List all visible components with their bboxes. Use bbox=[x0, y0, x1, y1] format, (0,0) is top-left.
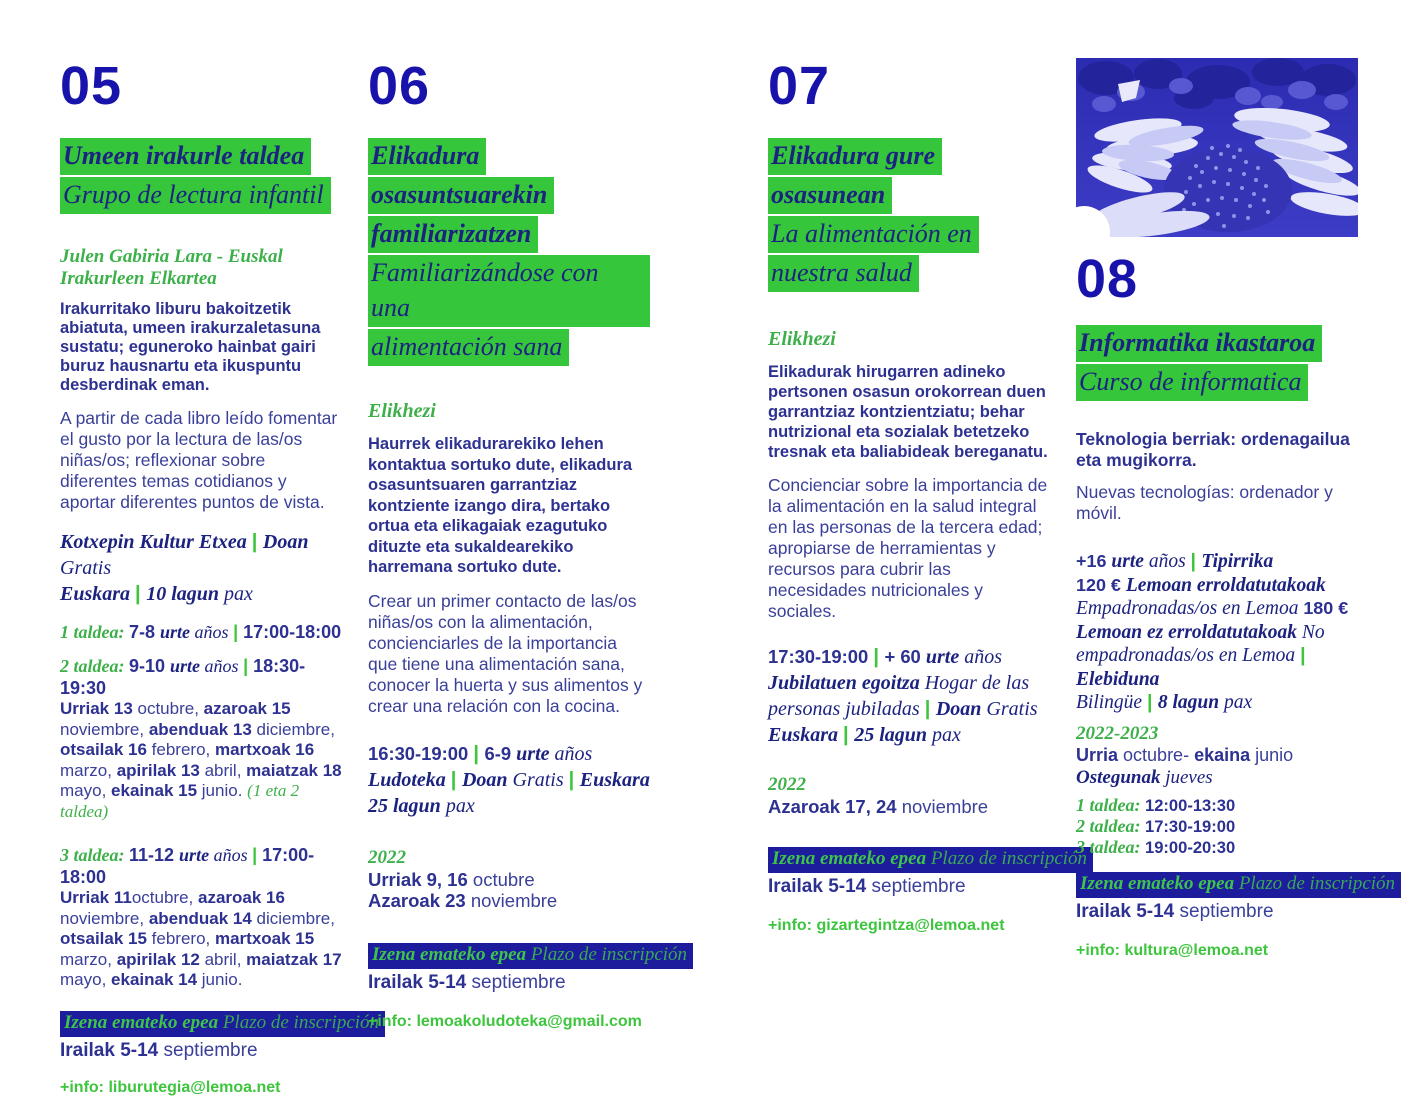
course-months: Urria octubre- ekaina junio bbox=[1076, 744, 1294, 765]
price-registered-es-line: Empadronadas/os en Lemoa 180 € bbox=[1076, 598, 1349, 619]
title-spanish: alimentación sana bbox=[368, 329, 569, 366]
title-basque: osasunean bbox=[768, 177, 892, 214]
time-age-line: 17:30-19:00 | + 60 urte años bbox=[768, 646, 1003, 668]
year-label: 2022 bbox=[768, 774, 806, 795]
presenter-name: Julen Gabiria Lara - Euskal Irakurleen Elkartea bbox=[60, 246, 283, 289]
title-basque: Umeen irakurle taldea bbox=[60, 138, 311, 175]
language-capacity-line: Euskara | 10 lagun pax bbox=[60, 583, 253, 605]
section-05 bbox=[60, 0, 380, 1097]
venue-price-line: Ludoteka | Doan Gratis | Euskara bbox=[368, 768, 650, 791]
title-spanish: Familiarizándose con una bbox=[368, 255, 650, 327]
contact-email[interactable]: +info: liburutegia@lemoa.net bbox=[60, 1078, 281, 1096]
language-capacity-line: Bilingüe | 8 lagun pax bbox=[1076, 691, 1253, 713]
age-organizer-line: +16 urte años | Tipirrika bbox=[1076, 550, 1274, 572]
description-spanish: A partir de cada libro leído fomentar el gusto por la lectura de las/os niñas/os; reflexionar sobre diferentes temas cotidianos y aportar diferentes puntos de vista. bbox=[60, 408, 338, 512]
description-basque: Elikadurak hirugarren adineko pertsonen osasun orokorrean duen garrantziaz kontzientziatu; behar nutrizional eta sozialak betetzeko tresnak eta baliabideak bereganatu. bbox=[768, 363, 1048, 461]
title-basque: Elikadura gure bbox=[768, 138, 942, 175]
description-spanish: Crear un primer contacto de las/os niñas/os con la alimentación, concienciarles de la importancia que tiene una alimentación sana, conocer la huerta y sus alimentos y crear una relación con la cocina. bbox=[368, 590, 643, 716]
registration-dates: Irailak 5-14 septiembre bbox=[1076, 900, 1274, 922]
group-1-schedule: 1 taldea: 7-8 urte años | 17:00-18:00 bbox=[60, 622, 342, 642]
registration-deadline-banner: Izena emateko epea Plazo de inscripción bbox=[768, 847, 1093, 873]
title-spanish: Curso de informatica bbox=[1076, 364, 1308, 401]
group-3-schedule: 3 taldea: 11-12 urte años | 17:00-18:00 bbox=[60, 845, 315, 887]
course-weekday: Ostegunak jueves bbox=[1076, 766, 1213, 788]
title-basque: osasuntsuarekin bbox=[368, 177, 554, 214]
section-number: 06 bbox=[368, 56, 431, 116]
description-basque: Teknologia berriak: ordenagailua eta mugikorra. bbox=[1076, 429, 1350, 470]
description-basque: Haurrek elikadurarekiko lehen kontaktua sortuko dute, elikadura osasuntsuaren garrantziaz kontziente izango dira, bertako ortua eta elikagaiak ezagutuko dituzte eta sukaldearekiko harremana sortuko dute. bbox=[368, 435, 633, 576]
group-2-time: 2 taldea: 17:30-19:00 bbox=[1076, 815, 1236, 836]
title-spanish: nuestra salud bbox=[768, 255, 919, 292]
registration-dates: Irailak 5-14 septiembre bbox=[368, 971, 566, 993]
organizer-name: Elikhezi bbox=[768, 328, 836, 350]
description-basque: Irakurritako liburu bakoitzetik abiatuta, umeen irakurzaletasuna sustatu; eguneroko hainbat gairi buruz hausnartu eta ikuspuntu desberdinak eman. bbox=[60, 300, 321, 394]
title-basque: Informatika ikastaroa bbox=[1076, 325, 1322, 362]
description-spanish: Nuevas tecnologías: ordenador y móvil. bbox=[1076, 482, 1333, 523]
group-3-time: 3 taldea: 19:00-20:30 bbox=[1076, 836, 1236, 857]
section-title bbox=[1076, 325, 1358, 403]
title-basque: familiarizatzen bbox=[368, 216, 538, 253]
price-registered-line: 120 € Lemoan erroldatutakoak bbox=[1076, 574, 1326, 596]
price-unregistered-line: Lemoan ez erroldatutakoak No bbox=[1076, 621, 1325, 643]
title-spanish: La alimentación en bbox=[768, 216, 979, 253]
language-capacity-line: Euskara | 25 lagun pax bbox=[768, 724, 961, 746]
venue-price-line: Kotxepin Kultur Etxea | Doan Gratis bbox=[60, 531, 309, 579]
section-06 bbox=[368, 0, 688, 1031]
section-number: 08 bbox=[1076, 249, 1139, 309]
price-unregistered-es-line: empadronadas/os en Lemoa | Elebiduna bbox=[1076, 644, 1306, 690]
organizer-name: Elikhezi bbox=[368, 400, 436, 422]
section-08 bbox=[1076, 0, 1396, 960]
section-title bbox=[368, 138, 650, 368]
section-number: 05 bbox=[60, 56, 123, 116]
registration-deadline-banner: Izena emateko epea Plazo de inscripción bbox=[368, 943, 693, 969]
section-title bbox=[60, 138, 342, 216]
capacity-line: 25 lagun pax bbox=[368, 794, 475, 817]
session-dates: Azaroak 23 noviembre bbox=[368, 889, 558, 911]
group-1-time: 1 taldea: 12:00-13:30 bbox=[1076, 794, 1236, 815]
registration-dates: Irailak 5-14 septiembre bbox=[60, 1039, 258, 1061]
section-title bbox=[768, 138, 1050, 294]
contact-email[interactable]: +info: lemoakoludoteka@gmail.com bbox=[368, 1012, 642, 1030]
contact-email[interactable]: +info: kultura@lemoa.net bbox=[1076, 941, 1269, 959]
year-label: 2022-2023 bbox=[1076, 722, 1159, 744]
time-age-line: 16:30-19:00 | 6-9 urte años bbox=[368, 742, 593, 765]
session-dates: Azaroak 17, 24 noviembre bbox=[768, 796, 989, 817]
year-label: 2022 bbox=[368, 846, 406, 868]
registration-deadline-banner: Izena emateko epea Plazo de inscripción bbox=[1076, 872, 1401, 898]
title-spanish: Grupo de lectura infantil bbox=[60, 177, 331, 214]
contact-email[interactable]: +info: gizartegintza@lemoa.net bbox=[768, 917, 1005, 934]
session-dates: Urriak 9, 16 octubre bbox=[368, 868, 535, 890]
group-2-dates: Urriak 13 octubre, azaroak 15 noviembre, abenduak 13 diciembre, otsailak 16 febrero, martxoak 16 marzo, apirilak 13 abril, maiatzak 18 mayo, ekainak 15 junio. (1 eta 2 taldea) bbox=[60, 699, 342, 821]
registration-dates: Irailak 5-14 septiembre bbox=[768, 876, 966, 897]
section-07 bbox=[768, 0, 1088, 935]
group-2-schedule: 2 taldea: 9-10 urte años | 18:30-19:30 bbox=[60, 656, 306, 698]
group-3-dates: Urriak 11octubre, azaroak 16 noviembre, abenduak 14 diciembre, otsailak 15 febrero, martxoak 15 marzo, apirilak 12 abril, maiatzak 17 mayo, ekainak 14 junio. bbox=[60, 888, 342, 989]
venue-price-line: Jubilatuen egoitza Hogar de las personas jubiladas | Doan Gratis bbox=[768, 672, 1038, 720]
description-spanish: Concienciar sobre la importancia de la alimentación en la salud integral en las personas de la tercera edad; apropiarse de herramientas y recursos para cubrir las necesidades nutricionales y sociales. bbox=[768, 475, 1048, 621]
section-number: 07 bbox=[768, 56, 831, 116]
registration-deadline-banner: Izena emateko epea Plazo de inscripción bbox=[60, 1011, 385, 1037]
vegetables-photo bbox=[1076, 58, 1358, 237]
title-basque: Elikadura bbox=[368, 138, 486, 175]
